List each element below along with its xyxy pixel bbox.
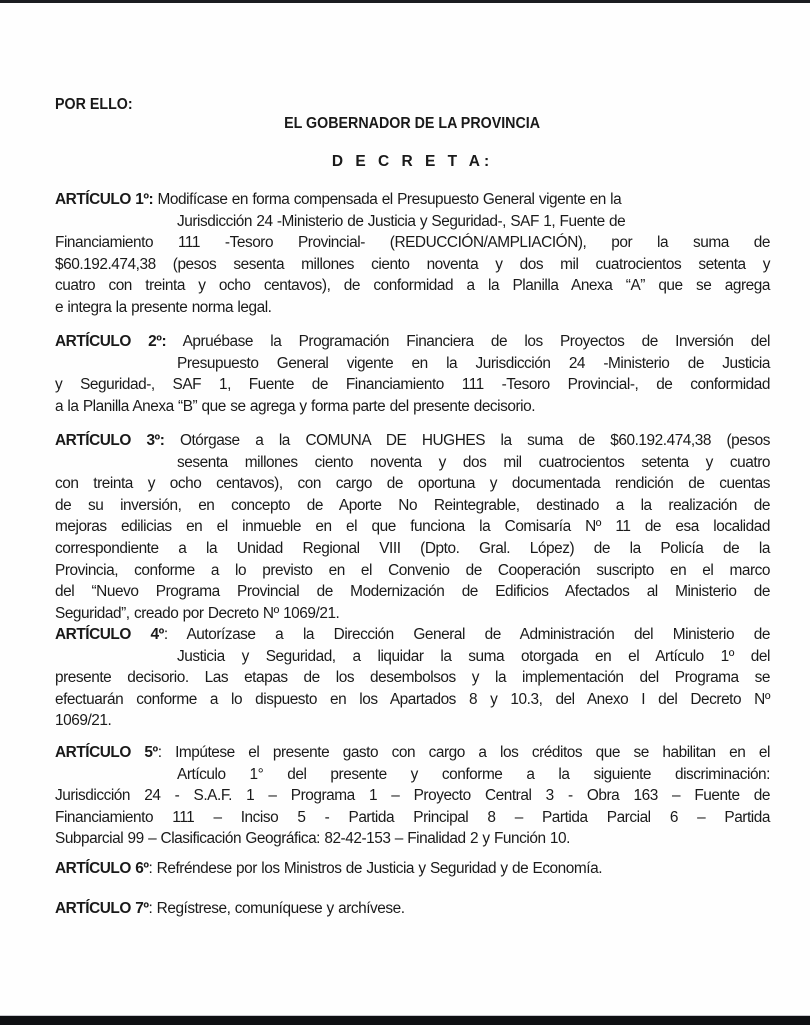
article-line: cuatro con treinta y ocho centavos), de conformidad a la Planilla Anexa “A” que se agrega [55,277,770,295]
authority-heading [55,115,770,133]
article-line: Artículo 1° del presente y conforme a la siguiente discriminación: [177,765,770,783]
article-4 [55,624,770,732]
article-6 [55,858,770,880]
article-label: ARTÍCULO 5º [55,744,158,761]
article-line: 1069/21. [55,712,112,730]
article-label: ARTÍCULO 1º: [55,191,154,208]
article-line: : Regístrese, comuníquese y archívese. [148,900,405,917]
article-line: correspondiente a la Unidad Regional VIII (Dpto. Gral. López) de la Policía de la [55,539,770,557]
article-line: a la Planilla Anexa “B” que se agrega y forma parte del presente decisorio. [55,397,536,415]
article-line: Financiamiento 111 -Tesoro Provincial- (REDUCCIÓN/AMPLIACIÓN), por la suma de [55,234,770,252]
article-label: ARTÍCULO 3º: [55,432,165,449]
article-line: efectuarán conforme a lo dispuesto en los Apartados 8 y 10.3, del Anexo I del Decreto Nº [55,690,770,708]
article-line: Subparcial 99 – Clasificación Geográfica: 82-42-153 – Finalidad 2 y Función 10. [55,830,570,848]
article-3 [55,430,770,624]
article-line: sesenta millones ciento noventa y dos mil cuatrocientos setenta y cuatro [177,453,770,471]
article-line: : Autorízase a la Dirección General de Administración del Ministerio de [163,626,771,643]
article-line: de su inversión, en concepto de Aporte No Reintegrable, destinado a la realización de [55,496,770,514]
article-line: e integra la presente norma legal. [55,298,272,316]
article-line: Justicia y Seguridad, a liquidar la suma otorgada en el Artículo 1º del [177,647,770,665]
authority-text: EL GOBERNADOR DE LA PROVINCIA [284,115,541,132]
article-2 [55,331,770,417]
article-line: con treinta y ocho centavos), con cargo de oportuna y documentada rendición de cuentas [55,475,770,493]
article-line: Provincia, conforme a lo previsto en el Convenio de Cooperación suscripto en el marco [55,561,770,579]
article-line: $60.192.474,38 (pesos sesenta millones ciento noventa y dos mil cuatrocientos setenta y [55,255,770,273]
article-1 [55,189,770,319]
article-label: ARTÍCULO 4º [55,626,164,643]
article-line: Jurisdicción 24 - S.A.F. 1 – Programa 1 – Proyecto Central 3 - Obra 163 – Fuente de [55,787,770,805]
article-line: Apruébase la Programación Financiera de los Proyectos de Inversión del [182,333,770,350]
article-line: : Impútese el presente gasto con cargo a los créditos que se habilitan en el [157,744,771,761]
article-line: Seguridad”, creado por Decreto Nº 1069/21. [55,604,340,622]
article-line: Financiamiento 111 – Inciso 5 - Partida Principal 8 – Partida Parcial 6 – Partida [55,808,770,826]
article-line: mejoras edilicias en el inmueble en el que funciona la Comisaría Nº 11 de esa localidad [55,518,770,536]
article-7 [55,898,770,920]
article-line: Presupuesto General vigente en la Jurisdicción 24 -Ministerio de Justicia [177,354,770,372]
article-line: : Refréndese por los Ministros de Justicia y Seguridad y de Economía. [148,860,603,877]
article-line: Jurisdicción 24 -Ministerio de Justicia y Seguridad-, SAF 1, Fuente de [177,212,626,230]
article-line: y Seguridad-, SAF 1, Fuente de Financiamiento 111 -Tesoro Provincial-, de conformidad [55,376,770,394]
article-label: ARTÍCULO 6º [55,860,149,877]
article-label: ARTÍCULO 2º: [55,333,167,350]
preamble: POR ELLO: [55,96,133,113]
article-line: del “Nuevo Programa Provincial de Modernización de Edificios Afectados al Ministerio de [55,583,770,601]
decree-heading: D E C R E T A: [331,153,494,170]
article-label: ARTÍCULO 7º [55,900,149,917]
article-line: Modifícase en forma compensada el Presupuesto General vigente en la [157,191,622,208]
article-line: Otórgase a la COMUNA DE HUGHES la suma de $60.192.474,38 (pesos [179,432,770,449]
article-line: presente decisorio. Las etapas de los desembolsos y la implementación del Programa se [55,669,770,687]
top-frame-bar [0,0,810,3]
article-5 [55,742,770,850]
